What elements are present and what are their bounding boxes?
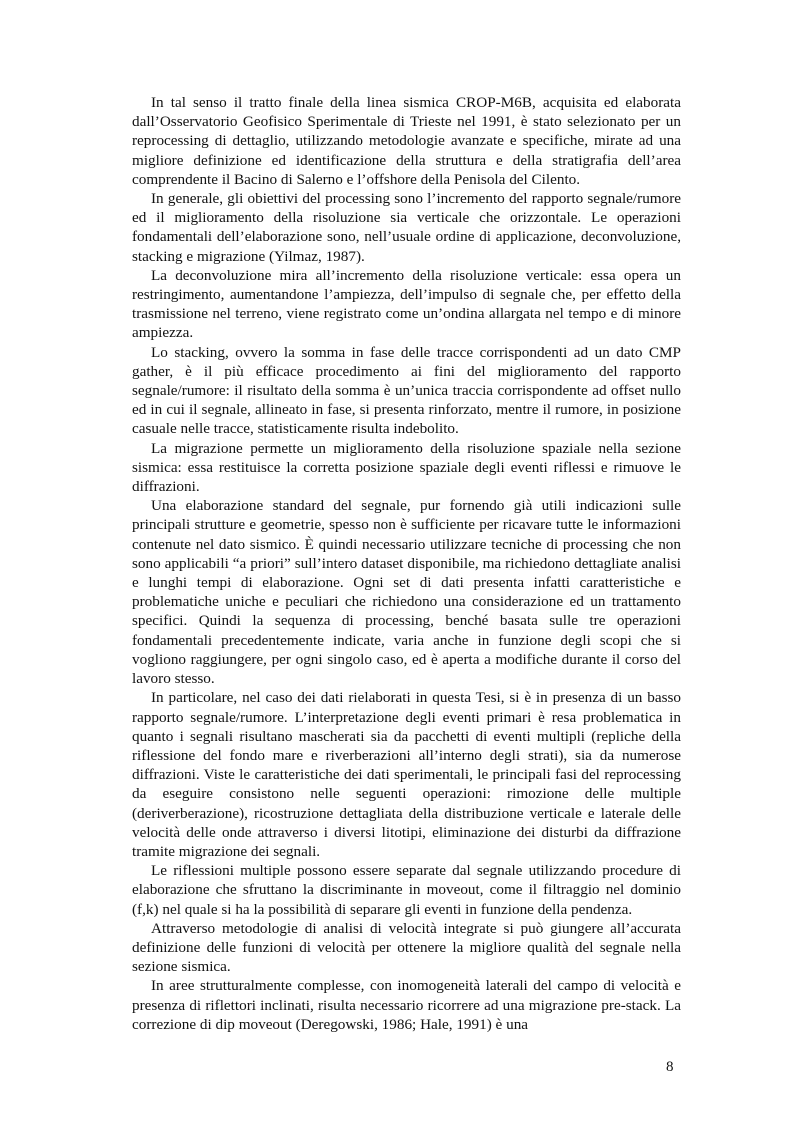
paragraph-standard-processing: Una elaborazione standard del segnale, pur fornendo già utili indicazioni sulle principali strutture e geometrie, spesso non è sufficiente per ricavare tutte le informazioni contenute nel dato sismico. È quindi necessario utilizzare tecniche di processing che non sono applicabili “a priori” sull’intero dataset disponibile, ma richiedono dettagliate analisi e lunghi tempi di elaborazione. Ogni set di dati presenta infatti caratteristiche e problematiche uniche e peculiari che richiedono una considerazione ed un trattamento specifici. Quindi la sequenza di processing, benché basata sulle tre operazioni fondamentali precedentemente indicate, varia anche in funzione degli scopi che si vogliono raggiungere, per ogni singolo caso, ed è aperta a modifiche durante il corso del lavoro stesso. — [132, 497, 681, 688]
paragraph-intro: In tal senso il tratto finale della linea sismica CROP-M6B, acquisita ed elaborata dall’Osservatorio Geofisico Sperimentale di Trieste nel 1991, è stato selezionato per un reprocessing di dettaglio, utilizzando metodologie avanzate e specifiche, mirate ad una migliore definizione ed identificazione della struttura e della stratigrafia dell’area comprendente il Bacino di Salerno e l’offshore della Penisola del Cilento. — [132, 94, 681, 188]
page-number: 8 — [666, 1059, 674, 1075]
page-body — [132, 93, 681, 1034]
paragraph-stacking: Lo stacking, ovvero la somma in fase delle tracce corrispondenti ad un dato CMP gather, è il più efficace procedimento ai fini del miglioramento del rapporto segnale/rumore: il risultato della somma è un’unica traccia corrispondente ad offset nullo ed in cui il segnale, allineato in fase, si presenta rinforzato, mentre il rumore, in posizione casuale nelle tracce, statisticamente risulta indebolito. — [132, 343, 681, 438]
paragraph-prestack-migration: In aree strutturalmente complesse, con inomogeneità laterali del campo di velocità e presenza di riflettori inclinati, risulta necessario ricorrere ad una migrazione pre-stack. La correzione di dip moveout (Deregowski, 1986; Hale, 1991) è una — [132, 977, 681, 1033]
paragraph-migration: La migrazione permette un miglioramento della risoluzione spaziale nella sezione sismica: essa restituisce la corretta posizione spaziale degli eventi riflessi e rimuove le diffrazioni. — [132, 439, 681, 496]
paragraph-deconvolution: La deconvoluzione mira all’incremento della risoluzione verticale: essa opera un restringimento, aumentandone l’ampiezza, dell’impulso di segnale che, per effetto della trasmissione nel terreno, viene registrato come un’ondina allargata nel tempo e di minore ampiezza. — [132, 266, 681, 342]
paragraph-thesis-data: In particolare, nel caso dei dati rielaborati in questa Tesi, si è in presenza di un basso rapporto segnale/rumore. L’interpretazione degli eventi primari è resa problematica in quanto i segnali risultano mascherati sia da pacchetti di eventi multipli (repliche della riflessione del fondo mare e riverberazioni all’interno degli strati), sia da numerose diffrazioni. Viste le caratteristiche dei dati sperimentali, le principali fasi del reprocessing da eseguire consistono nelle seguenti operazioni: rimozione delle multiple (deriverberazione), ricostruzione dettagliata della distribuzione verticale e laterale delle velocità delle onde attraverso i diversi litotipi, eliminazione dei disturbi da diffrazione tramite migrazione dei segnali. — [132, 689, 681, 860]
paragraph-processing-goals: In generale, gli obiettivi del processing sono l’incremento del rapporto segnale/rumore ed il miglioramento della risoluzione sia verticale che orizzontale. Le operazioni fondamentali dell’elaborazione sono, nell’usuale ordine di applicazione, deconvoluzione, stacking e migrazione (Yilmaz, 1987). — [132, 190, 681, 265]
paragraph-velocity-analysis: Attraverso metodologie di analisi di velocità integrate si può giungere all’accurata definizione delle funzioni di velocità per ottenere la migliore qualità del segnale nella sezione sismica. — [132, 919, 681, 976]
paragraph-multiples: Le riflessioni multiple possono essere separate dal segnale utilizzando procedure di elaborazione che sfruttano la discriminante in moveout, come il filtraggio nel dominio (f,k) nel quale si ha la possibilità di separare gli eventi in funzione della pendenza. — [132, 862, 681, 918]
